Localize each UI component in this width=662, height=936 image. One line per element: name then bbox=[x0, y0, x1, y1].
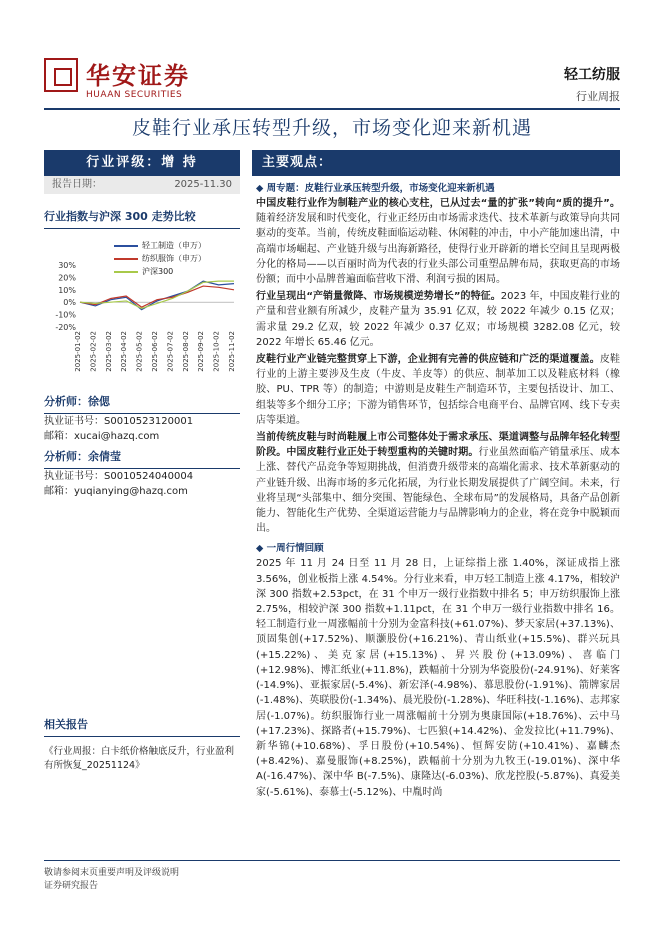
analyst-email[interactable]: 邮箱：yuqianying@hazq.com bbox=[44, 486, 188, 497]
logo-text-cn: 华安证券 bbox=[86, 61, 190, 90]
legend-item bbox=[114, 239, 206, 252]
p2-text: 2023 年，中国皮鞋行业的产量和营业额有所减少，皮鞋产量为 35.91 亿双，较 2022 年减少 0.15 亿双；需求量 29.2 亿双，较 2022 年减少 0.37 亿双；市场规模 3282.08 亿元，较 2022 年增长 65.46 亿元。 bbox=[256, 291, 620, 348]
legend-label: 轻工制造（申万） bbox=[142, 241, 206, 250]
paragraph-2 bbox=[252, 289, 620, 350]
series-line bbox=[80, 281, 234, 310]
x-tick-label: 2025-11-02 bbox=[228, 331, 236, 372]
chart-legend bbox=[114, 239, 206, 278]
p1-bold: 中国皮鞋行业作为制鞋产业的核心支柱，已从过去“量的扩张”转向“质的提升”。 bbox=[256, 198, 620, 209]
y-tick-label: 0% bbox=[63, 298, 76, 308]
legend-label: 沪深300 bbox=[142, 267, 174, 276]
legend-label: 纺织服饰（申万） bbox=[142, 254, 206, 263]
footer-disclaimer[interactable]: 敬请参阅末页重要声明及评级说明 bbox=[44, 868, 180, 878]
footer-label: 证券研究报告 bbox=[44, 881, 99, 891]
x-tick-label: 2025-09-02 bbox=[197, 331, 206, 372]
company-logo bbox=[44, 56, 224, 106]
analyst-cert: 执业证书号：S0010524040004 bbox=[44, 471, 194, 482]
date-label: 报告日期： bbox=[52, 179, 102, 190]
x-tick-label: 2025-07-02 bbox=[166, 331, 175, 372]
x-tick-label: 2025-02-02 bbox=[89, 331, 98, 372]
x-tick-label: 2025-06-02 bbox=[151, 331, 159, 372]
paragraph-4 bbox=[252, 430, 620, 536]
bullet-icon: ◆ bbox=[256, 543, 267, 555]
review-bullet bbox=[252, 540, 620, 554]
left-sidebar bbox=[44, 150, 240, 499]
y-tick-label: -10% bbox=[55, 310, 76, 320]
logo-seal-icon bbox=[44, 58, 78, 92]
y-tick-label: -20% bbox=[55, 323, 76, 332]
related-reports bbox=[44, 716, 240, 773]
report-header bbox=[44, 56, 620, 108]
legend-item bbox=[114, 252, 206, 265]
analyst-name: 分析师：余倩莹 bbox=[44, 450, 121, 463]
related-report-link[interactable]: 《行业周报：白卡纸价格触底反升，行业盈利有所恢复_20251124》 bbox=[44, 746, 235, 771]
analyst-cert: 执业证书号：S0010523120001 bbox=[44, 416, 194, 427]
analyst-email[interactable]: 邮箱：xucai@hazq.com bbox=[44, 431, 160, 442]
industry-category: 轻工纺服 bbox=[564, 67, 620, 83]
x-tick-label: 2025-04-02 bbox=[120, 331, 129, 372]
y-tick-label: 10% bbox=[58, 285, 76, 295]
analyst-2 bbox=[44, 448, 240, 499]
related-divider bbox=[44, 736, 240, 737]
topic-bullet bbox=[252, 180, 620, 194]
main-points-heading: 主要观点： bbox=[252, 150, 620, 176]
x-tick-label: 2025-01-02 bbox=[74, 331, 82, 372]
report-title: 皮鞋行业承压转型升级，市场变化迎来新机遇 bbox=[131, 117, 532, 139]
p2-bold: 行业呈现出“产销量微降、市场规模逆势增长”的特征。 bbox=[256, 291, 501, 303]
related-title: 相关报告 bbox=[44, 718, 88, 731]
logo-text-en: HUAAN SECURITIES bbox=[86, 90, 183, 100]
p3-text: 皮鞋行业的上游主要涉及生皮（牛皮、羊皮等）的供应、制革加工以及鞋底材料（橡胶、PU、TPR 等）的制造；中游则是皮鞋生产制造环节，主要包括设计、加工、组装等多个细分工序；下游为销售环节，包括综合电商平台、品牌官网、线下专卖店等渠道。 bbox=[256, 354, 621, 426]
date-value: 2025-11.30 bbox=[174, 179, 232, 190]
paragraph-1 bbox=[252, 196, 620, 287]
y-tick-label: 30% bbox=[58, 261, 76, 270]
report-type: 行业周报 bbox=[576, 90, 620, 103]
legend-swatch bbox=[114, 271, 138, 273]
legend-swatch bbox=[114, 245, 138, 247]
industry-rating: 行业评级：增 持 bbox=[44, 150, 240, 176]
page-footer bbox=[44, 860, 620, 893]
series-line bbox=[80, 281, 234, 308]
x-tick-label: 2025-03-02 bbox=[104, 331, 113, 372]
x-tick-label: 2025-05-02 bbox=[135, 331, 144, 372]
topic-text: 周专题：皮鞋行业承压转型升级，市场变化迎来新机遇 bbox=[266, 183, 495, 194]
p4-bold: 当前传统皮鞋与时尚鞋履上市公司整体处于需求承压、渠道调整与品牌年轻化转型阶段。中国皮鞋行业正处于转型重构的关键时期。 bbox=[256, 432, 620, 459]
main-content bbox=[252, 150, 620, 800]
header-divider bbox=[44, 108, 620, 110]
review-title: 一周行情回顾 bbox=[266, 543, 324, 555]
analyst-name: 分析师：徐偲 bbox=[44, 395, 110, 408]
legend-swatch bbox=[114, 258, 138, 260]
chart-divider bbox=[44, 228, 240, 229]
x-tick-label: 2025-08-02 bbox=[181, 331, 190, 372]
y-tick-label: 20% bbox=[58, 273, 76, 283]
index-trend-chart bbox=[44, 235, 240, 385]
paragraph-3 bbox=[252, 352, 620, 428]
x-tick-label: 2025-10-02 bbox=[212, 331, 221, 372]
chart-title: 行业指数与沪深 300 走势比较 bbox=[44, 210, 196, 223]
report-date bbox=[44, 176, 240, 194]
legend-item bbox=[114, 265, 206, 278]
paragraph-5: 2025 年 11 月 24 日至 11 月 28 日，上证综指上涨 1.40%，深证成指上涨 3.56%，创业板指上涨 4.54%。分行业来看，申万轻工制造上涨 4.17%，相较沪深 300 指数+2.53pct，在 31 个申万一级行业指数中排名 5；申万纺织服饰上涨 2.75%，相较沪深 300 指数+1.11pct，在 31 个申万一级行业指数中排名 16。轻工制造行业一周涨幅前十分别为金富科技(+61.07%)、梦天家居(+37.13%)、顶固集创(+17.52%)、顺灏股份(+16.21%)、青山纸业(+15.5%)、群兴玩具(+15.22%)、美克家居(+15.13%)、昇兴股份(+13.09%)、喜临门(+12.98%)、博汇纸业(+11.8%)，跌幅前十分别为华瓷股份(-24.91%)、好莱客(-14.9%)、亚振家居(-5.4%)、新宏泽(-4.98%)、慕思股份(-1.91%)、箭牌家居(-1.48%)、英联股份(-1.34%)、晨光股份(-1.28%)、华旺科技(-1.16%)、志邦家居(-1.07%)。纺织服饰行业一周涨幅前十分别为奥康国际(+18.76%)、云中马(+17.23%)、探路者(+15.79%)、七匹狼(+14.42%)、金发拉比(+11.79%)、新华锦(+10.68%)、孚日股份(+10.54%)、恒辉安防(+10.41%)、嘉麟杰(+8.42%)、嘉曼服饰(+8.25%)，跌幅前十分别为九牧王(-19.01%)、深中华 A(-16.47%)、深中华 B(-7.5%)、康隆达(-6.03%)、欣龙控股(-5.87%)、真爱美家(-5.61%)、泰慕士(-5.12%)、中胤时尚 bbox=[256, 558, 620, 798]
analyst-1 bbox=[44, 393, 240, 444]
p4-text: 行业虽然面临产销量承压、成本上涨、替代产品竞争等短期挑战，但消费升级带来的高端化需求、技术革新驱动的产业链升级、出海市场的多元化拓展，为行业长期发展提供了广阔空间。未来，行业将呈现“头部集中、细分突围、智能绿色、全球布局”的发展格局，具备产品创新能力、智能化生产优势、全渠道运营能力与品牌影响力的企业，将在竞争中脱颖而出。 bbox=[256, 447, 621, 535]
p3-bold: 皮鞋行业产业链完整贯穿上下游，企业拥有完善的供应链和广泛的渠道覆盖。 bbox=[256, 354, 600, 366]
footer-divider bbox=[44, 860, 620, 861]
bullet-icon: ◆ bbox=[256, 183, 267, 194]
p1-text: 随着经济发展和时代变化，行业正经历由市场需求迭代、技术革新与政策导向共同驱动的变革。当前，传统皮鞋面临运动鞋、休闲鞋的冲击，中小产能加速出清，中高端市场崛起、产业链升级与出海新路径，使得行业开辟新的增长空间且呈现两极分化的格局——以百丽时尚为代表的行业头部公司重塑品牌布局，获取更高的市场份额；而中小品牌普遍面临营收下滑、利润亏损的困局。 bbox=[256, 213, 620, 286]
